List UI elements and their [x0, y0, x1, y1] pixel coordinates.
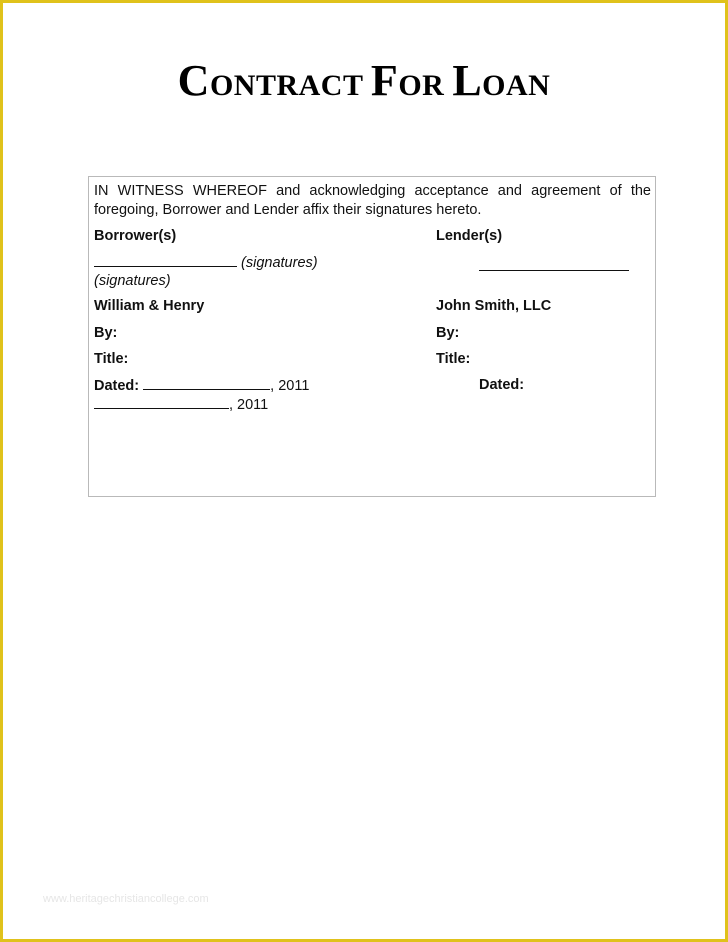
lender-heading: Lender(s) — [436, 228, 503, 244]
witness-line-1: IN WITNESS WHEREOF and acknowledging acceptance and agreement of the — [94, 183, 651, 199]
witness-line-2: foregoing, Borrower and Lender affix their signatures hereto. — [94, 202, 482, 218]
borrower-date-line[interactable] — [143, 376, 270, 390]
year-text-1: , 2011 — [270, 378, 310, 394]
borrower-signature-line[interactable] — [94, 253, 237, 267]
lender-date-line[interactable] — [94, 395, 229, 409]
borrower-title-label: Title: — [94, 351, 129, 367]
borrower-name: William & Henry — [94, 298, 205, 314]
lender-name: John Smith, LLC — [436, 298, 552, 314]
page-title — [3, 55, 725, 106]
witness-paragraph — [94, 182, 651, 220]
lender-signature-row — [479, 257, 629, 277]
signatures-note: (signatures) — [241, 255, 318, 271]
title-letter-f: F — [370, 56, 399, 105]
year-text-2: , 2011 — [229, 397, 269, 413]
title-letter-l: L — [452, 56, 483, 105]
title-part-oan: OAN — [482, 69, 551, 102]
title-part-ontract: ONTRACT — [209, 69, 371, 102]
lender-title-label: Title: — [436, 351, 471, 367]
borrower-dated-row — [94, 376, 309, 396]
borrower-signature-row — [94, 253, 318, 273]
title-part-or: OR — [398, 69, 453, 102]
signatures-note-2: (signatures) — [94, 273, 171, 289]
borrower-heading: Borrower(s) — [94, 228, 177, 244]
watermark: www.heritagechristiancollege.com — [43, 893, 209, 905]
borrower-by-label: By: — [94, 325, 118, 341]
lender-dated-row — [94, 395, 268, 415]
title-letter-c: C — [177, 56, 210, 105]
lender-dated-label: Dated: — [479, 377, 525, 393]
lender-signature-line[interactable] — [479, 257, 629, 271]
lender-by-label: By: — [436, 325, 460, 341]
borrower-dated-label: Dated: — [94, 378, 140, 394]
signature-block — [88, 176, 656, 497]
